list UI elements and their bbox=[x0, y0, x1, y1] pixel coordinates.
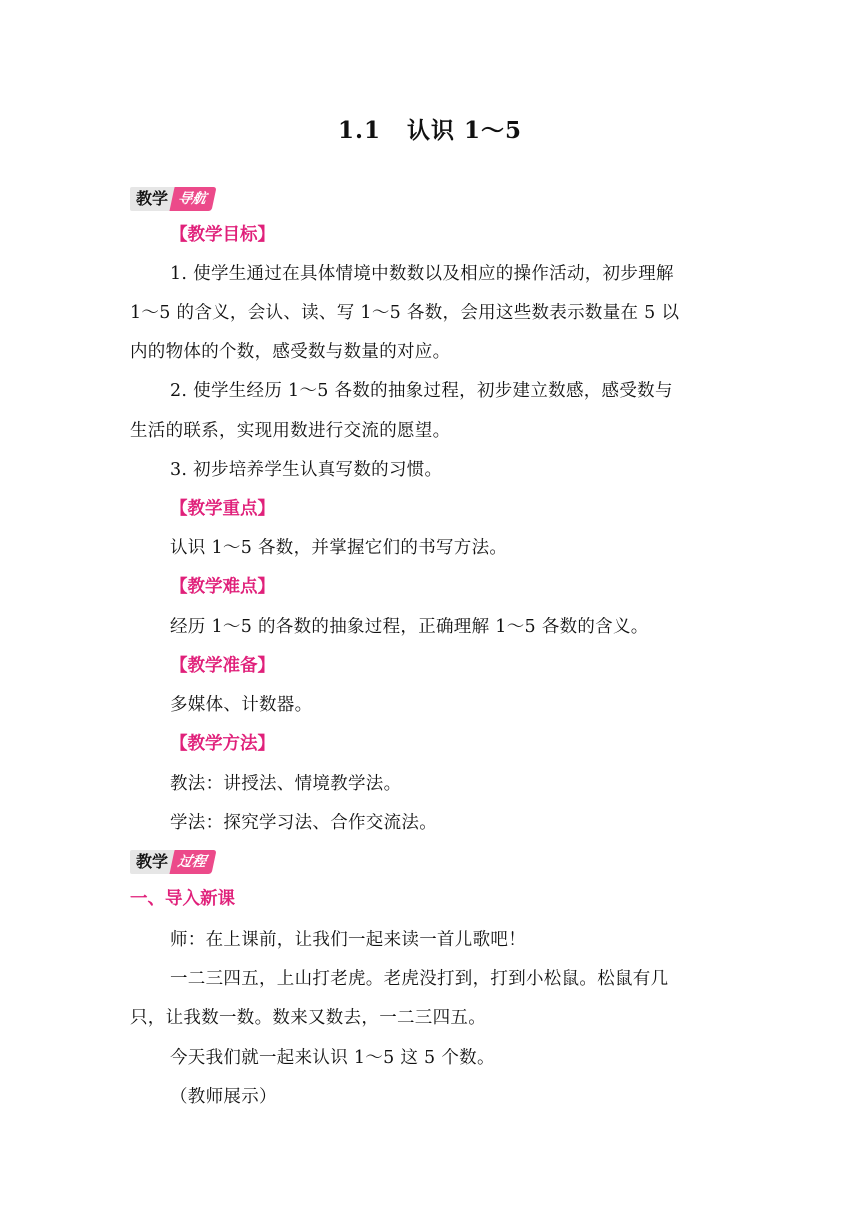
page-title bbox=[0, 112, 860, 145]
badge-left-text: 教学 bbox=[130, 850, 174, 874]
teaching-method: 教法：讲授法、情境教学法。 bbox=[170, 774, 402, 794]
difficulties-heading: 【教学难点】 bbox=[170, 577, 275, 597]
preparation-heading: 【教学准备】 bbox=[170, 656, 275, 676]
intro-paragraph-2-line-1: 一二三四五，上山打老虎。老虎没打到，打到小松鼠。松鼠有几 bbox=[170, 969, 669, 989]
badge-right-text: 导航 bbox=[169, 187, 216, 211]
goal-2-line-2: 生活的联系，实现用数进行交流的愿望。 bbox=[130, 421, 451, 441]
teaching-guide-badge bbox=[130, 187, 214, 211]
key-points-text: 认识 1～5 各数，并掌握它们的书写方法。 bbox=[170, 538, 508, 558]
goal-1-line-1: 1. 使学生通过在具体情境中数数以及相应的操作活动，初步理解 bbox=[170, 264, 674, 284]
goal-3: 3. 初步培养学生认真写数的习惯。 bbox=[170, 460, 443, 480]
learning-method: 学法：探究学习法、合作交流法。 bbox=[170, 813, 437, 833]
badge-left-text: 教学 bbox=[130, 187, 174, 211]
intro-paragraph-2-line-2: 只，让我数一数。数来又数去，一二三四五。 bbox=[130, 1008, 486, 1028]
intro-paragraph-1: 师：在上课前，让我们一起来读一首儿歌吧！ bbox=[170, 930, 526, 950]
badge-right-text: 过程 bbox=[169, 850, 216, 874]
intro-paragraph-4: （教师展示） bbox=[170, 1087, 277, 1107]
preparation-text: 多媒体、计数器。 bbox=[170, 695, 313, 715]
key-points-heading: 【教学重点】 bbox=[170, 499, 275, 519]
goal-2-line-1: 2. 使学生经历 1～5 各数的抽象过程，初步建立数感，感受数与 bbox=[170, 381, 673, 401]
goal-1-line-3: 内的物体的个数，感受数与数量的对应。 bbox=[130, 342, 451, 362]
difficulties-text: 经历 1～5 的各数的抽象过程，正确理解 1～5 各数的含义。 bbox=[170, 617, 649, 637]
teaching-process-badge bbox=[130, 850, 214, 874]
lesson-number: 1.1 bbox=[337, 117, 381, 144]
intro-paragraph-3: 今天我们就一起来认识 1～5 这 5 个数。 bbox=[170, 1048, 495, 1068]
lesson-title: 认识 1～5 bbox=[407, 117, 523, 144]
intro-section-heading: 一、导入新课 bbox=[130, 889, 235, 909]
methods-heading: 【教学方法】 bbox=[170, 734, 275, 754]
goals-heading: 【教学目标】 bbox=[170, 225, 275, 245]
goal-1-line-2: 1～5 的含义，会认、读、写 1～5 各数，会用这些数表示数量在 5 以 bbox=[130, 303, 680, 323]
